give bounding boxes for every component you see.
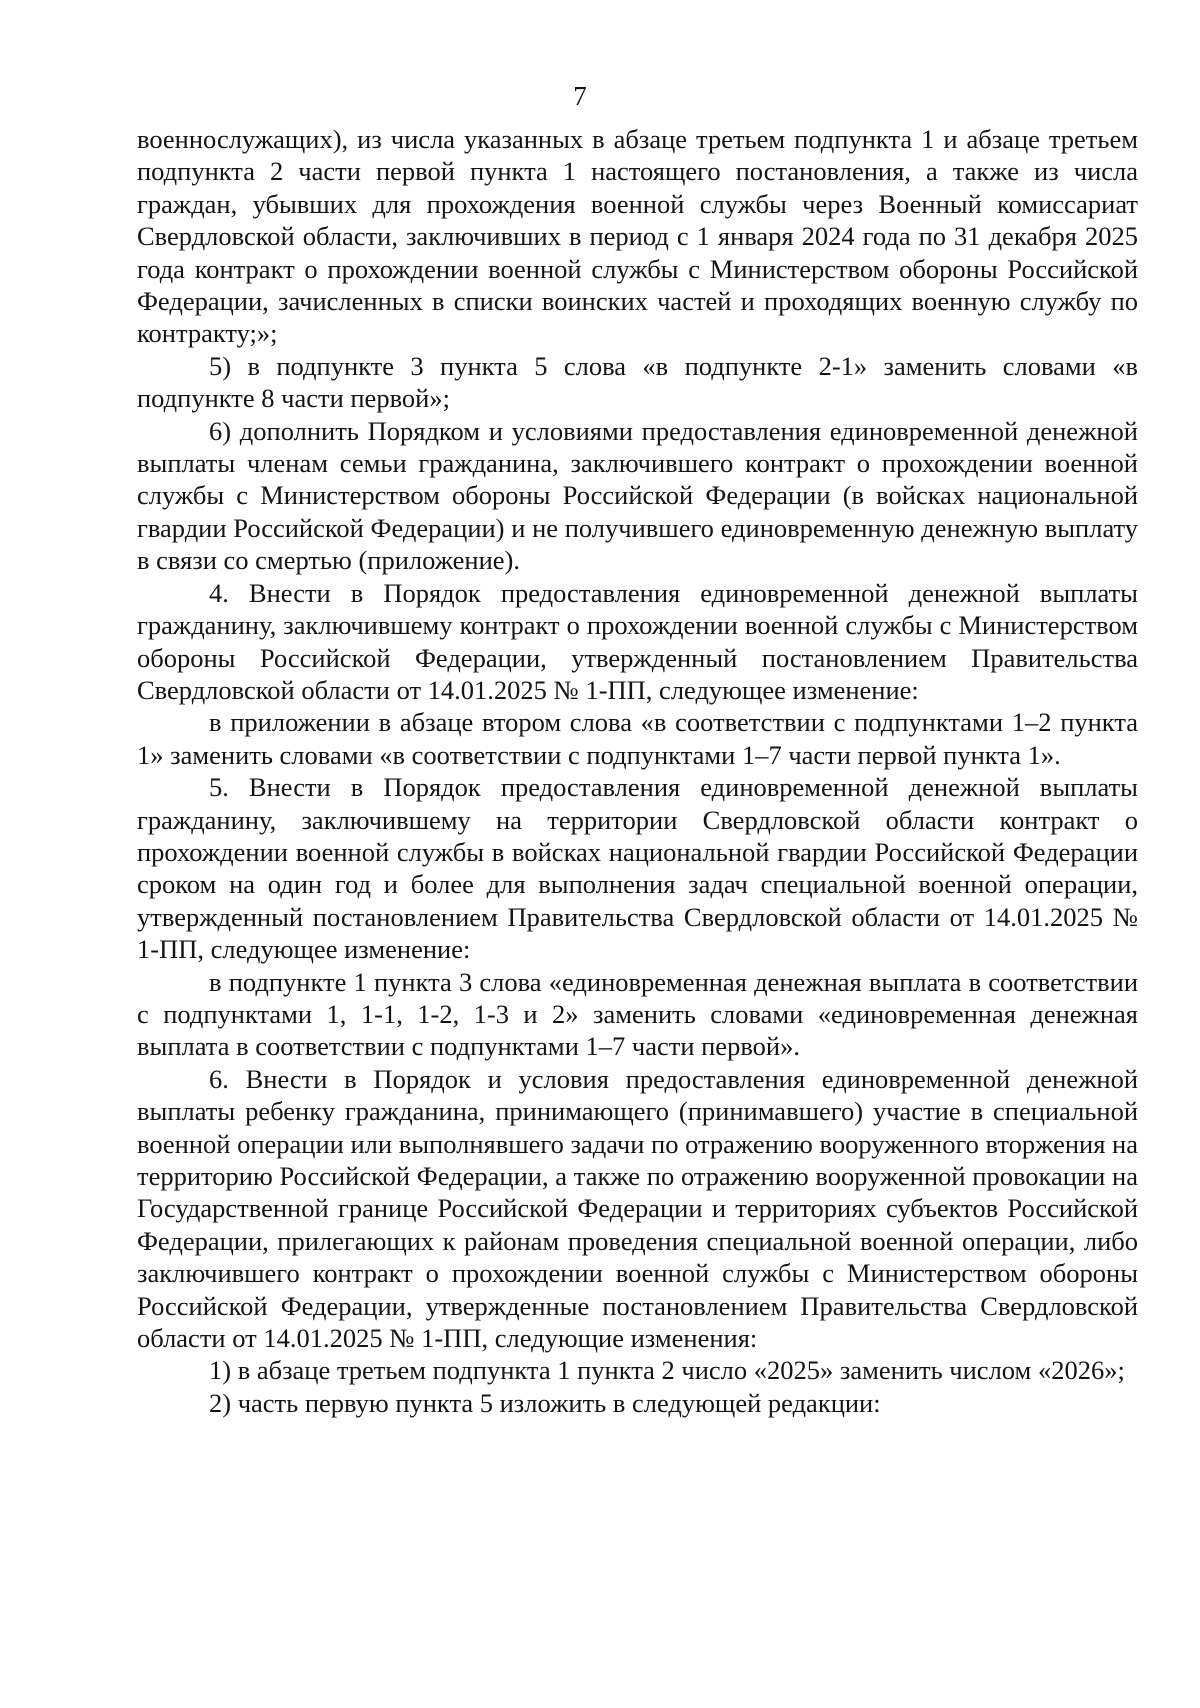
text-line: 1) в абзаце третьем подпункта 1 пункта 2 число «2025» заменить числом — [209, 1355, 1032, 1386]
text-line: о прохождении военной службы с Министерством обороны Российской Федерации — [137, 448, 1138, 511]
text-line: с Министерством обороны Российской Федерации, утвержденный постановлением — [137, 610, 1139, 673]
text-line: воинских частей и проходящих военную службу по контракту;»; — [137, 286, 1138, 349]
paragraph-item-6-subitem-2 — [137, 1387, 1138, 1419]
paragraph-item-5-change — [137, 966, 1138, 1063]
text-line: 6. Внести в Порядок и условия предоставления единовременной денежной — [209, 1063, 1138, 1094]
text-line: Военный комиссариат Свердловской области, заключивших в период с 1 января — [137, 188, 1138, 252]
text-line: отражению вооруженной провокации на Государственной границе Российской — [137, 1161, 1138, 1224]
text-line: с Министерством обороны Российской Федерации, зачисленных в списки — [137, 253, 1139, 317]
text-line: в приложении в абзаце втором слова «в соответствии с подпунктами 1–2 — [209, 707, 1052, 738]
paragraph-subitem-5 — [137, 350, 1138, 415]
text-line: «единовременная денежная выплата в соответствии с подпунктами 1–7 — [137, 998, 1138, 1062]
text-line: части первой». — [631, 1031, 800, 1062]
text-line: «2026»; — [1037, 1355, 1125, 1386]
text-line: 4. Внести в Порядок предоставления единовременной денежной выплаты — [209, 577, 1138, 608]
paragraph-continuation — [137, 123, 1138, 350]
paragraph-subitem-6 — [137, 415, 1138, 577]
text-line: Федерации сроком на один год и более для выполнения задач специальной военной — [137, 836, 1138, 900]
text-line: Правительства Свердловской области от 14.01.2025 № 1-ПП, следующее — [137, 642, 1139, 705]
text-line: контракт о прохождении военной службы с Министерством обороны Российской — [137, 1258, 1138, 1321]
text-line: к районам проведения специальной военной операции, либо заключившего — [137, 1225, 1138, 1289]
text-line: в специальной военной операции или выполнявшего задачи по отражению — [137, 1096, 1139, 1159]
text-line: и абзаце третьем подпункта 2 части первой пункта 1 настоящего постановления, — [137, 124, 1139, 187]
text-line: 5) в подпункте 3 пункта 5 слова «в подпункте 2-1» заменить словами — [209, 350, 1096, 381]
text-line: «в подпункте 8 части первой»; — [137, 350, 1138, 414]
text-line: в подпункте 1 пункта 3 слова «единовременная денежная выплата — [209, 966, 962, 997]
text-line: (в войсках национальной гвардии Российской Федерации) и не получившего — [137, 480, 1138, 543]
text-line: денежной выплаты членам семьи гражданина, заключившего контракт — [137, 415, 1138, 479]
text-line: вооруженного вторжения на территорию Российской Федерации, а также по — [137, 1128, 1138, 1191]
text-line: единовременную денежную выплату в связи со смертью (приложение). — [137, 512, 1138, 576]
paragraph-item-4-change — [137, 706, 1138, 771]
text-line: операции, утвержденный постановлением Правительства Свердловской области — [137, 869, 1139, 932]
text-line: военнослужащих), из числа указанных в абзаце третьем подпункта 1 — [137, 124, 935, 154]
text-line: Федерации, утвержденные постановлением Правительства Свердловской области — [137, 1290, 1139, 1354]
text-line: пункта 1». — [943, 739, 1061, 770]
text-line: 2) часть первую пункта 5 изложить в следующей редакции: — [209, 1387, 881, 1418]
text-line: от 14.01.2025 № 1-ПП, следующее изменение: — [137, 901, 1138, 965]
text-line: гражданину, заключившему контракт о прохождении военной службы — [137, 610, 933, 641]
text-line: от 14.01.2025 № 1-ПП, следующие изменения: — [232, 1323, 758, 1354]
text-line: изменение: — [792, 674, 919, 705]
paragraph-item-5 — [137, 771, 1138, 965]
document-body — [137, 123, 1138, 1419]
paragraph-item-6 — [137, 1063, 1138, 1355]
text-line: в соответствии с подпунктами 1, 1-1, 1-2, 1-3 и 2» заменить словами — [137, 966, 1139, 1029]
text-line: 6) дополнить Порядком и условиями предоставления единовременной — [209, 415, 1019, 446]
paragraph-item-4 — [137, 577, 1138, 707]
text-line: выплаты ребенку гражданина, принимающего (принимавшего) участие — [137, 1096, 961, 1127]
text-line: а также из числа граждан, убывших для прохождения военной службы через — [137, 156, 1139, 219]
text-line: о прохождении военной службы в войсках национальной гвардии Российской — [137, 804, 1138, 867]
page-number: 7 — [573, 81, 587, 111]
text-line: гражданину, заключившему на территории Свердловской области контракт — [137, 804, 1100, 835]
text-line: 2024 года по 31 декабря 2025 года контракт о прохождении военной службы — [137, 221, 1138, 284]
text-line: 5. Внести в Порядок предоставления единовременной денежной выплаты — [209, 772, 1138, 803]
paragraph-item-6-subitem-1 — [137, 1354, 1138, 1386]
text-line: Федерации и территориях субъектов Российской Федерации, прилегающих — [137, 1193, 1139, 1256]
text-line: пункта 1» заменить словами «в соответствии с подпунктами 1–7 части первой — [137, 707, 1138, 770]
